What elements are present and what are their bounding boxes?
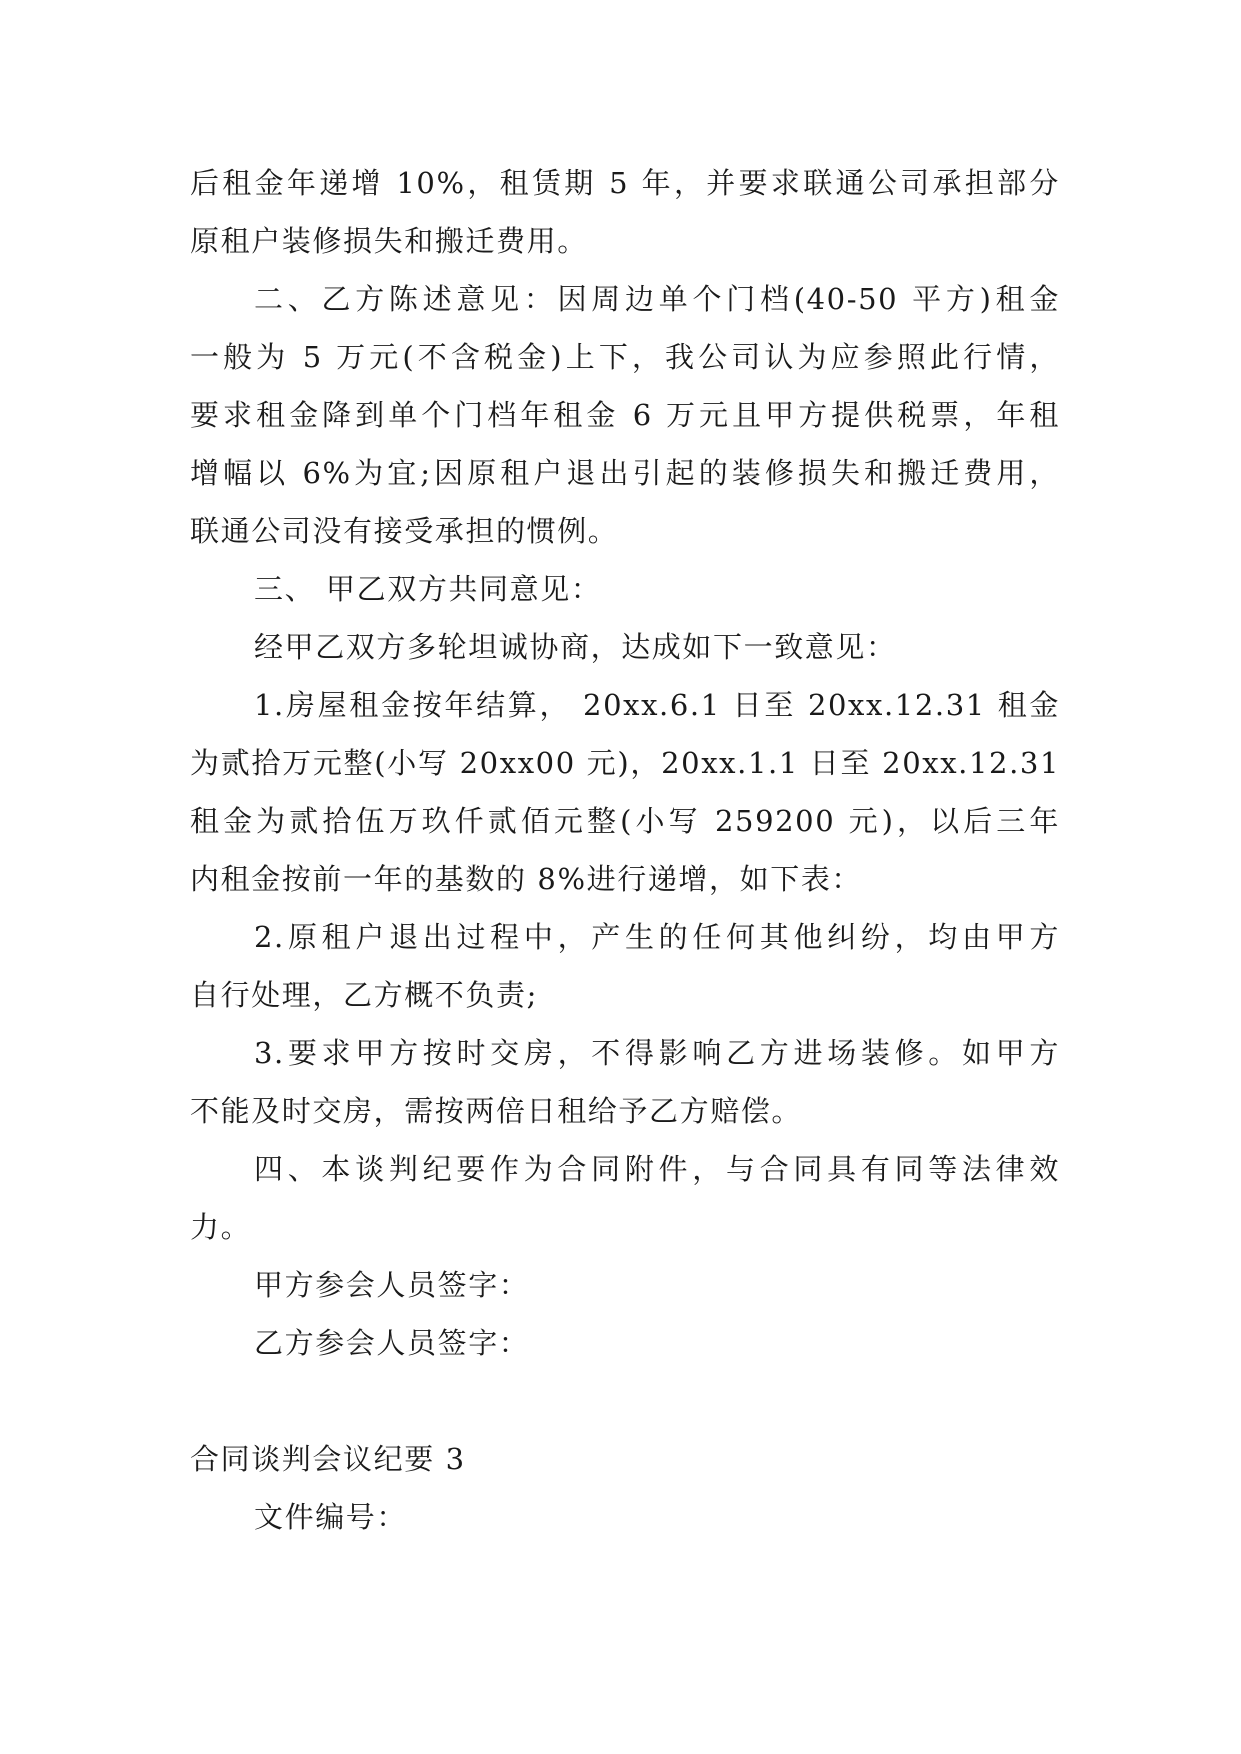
text-line: 四、本谈判纪要作为合同附件，与合同具有同等法律效 [254, 1152, 1060, 1186]
text-line: 2.原租户退出过程中，产生的任何其他纠纷，均由甲方 [254, 920, 1060, 954]
text-line: 经甲乙双方多轮坦诚协商，达成如下一致意见： [254, 630, 897, 664]
text-line: 内租金按前一年的基数的 8%进行递增，如下表： [190, 862, 863, 896]
file-number-label: 文件编号： [254, 1500, 408, 1534]
text-line: 要求租金降到单个门档年租金 6 万元且甲方提供税票，年租 [190, 398, 1060, 432]
text-line: 一般为 5 万元(不含税金)上下，我公司认为应参照此行情， [190, 340, 1060, 374]
signature-line-party-b: 乙方参会人员签字： [254, 1326, 530, 1360]
text-line: 增幅以 6%为宜;因原租户退出引起的装修损失和搬迁费用， [190, 456, 1060, 490]
text-line: 1.房屋租金按年结算， 20xx.6.1 日至 20xx.12.31 租金 [254, 688, 1060, 722]
text-line: 为贰拾万元整(小写 20xx00 元)，20xx.1.1 日至 20xx.12.31 [190, 746, 1060, 780]
text-line: 不能及时交房，需按两倍日租给予乙方赔偿。 [190, 1094, 803, 1128]
text-line: 3.要求甲方按时交房，不得影响乙方进场装修。如甲方 [254, 1036, 1060, 1070]
text-line: 二、乙方陈述意见：因周边单个门档(40-50 平方)租金 [254, 282, 1060, 316]
text-line: 后租金年递增 10%，租赁期 5 年，并要求联通公司承担部分 [190, 166, 1060, 200]
signature-line-party-a: 甲方参会人员签字： [254, 1268, 530, 1302]
text-line: 力。 [190, 1210, 252, 1244]
text-line: 自行处理，乙方概不负责; [190, 978, 538, 1012]
section-heading: 三、 甲乙双方共同意见： [254, 572, 602, 606]
text-line: 联通公司没有接受承担的惯例。 [190, 514, 619, 548]
section-title: 合同谈判会议纪要 3 [190, 1442, 466, 1476]
text-line: 租金为贰拾伍万玖仟贰佰元整(小写 259200 元)，以后三年 [190, 804, 1060, 838]
text-line: 原租户装修损失和搬迁费用。 [190, 224, 588, 258]
